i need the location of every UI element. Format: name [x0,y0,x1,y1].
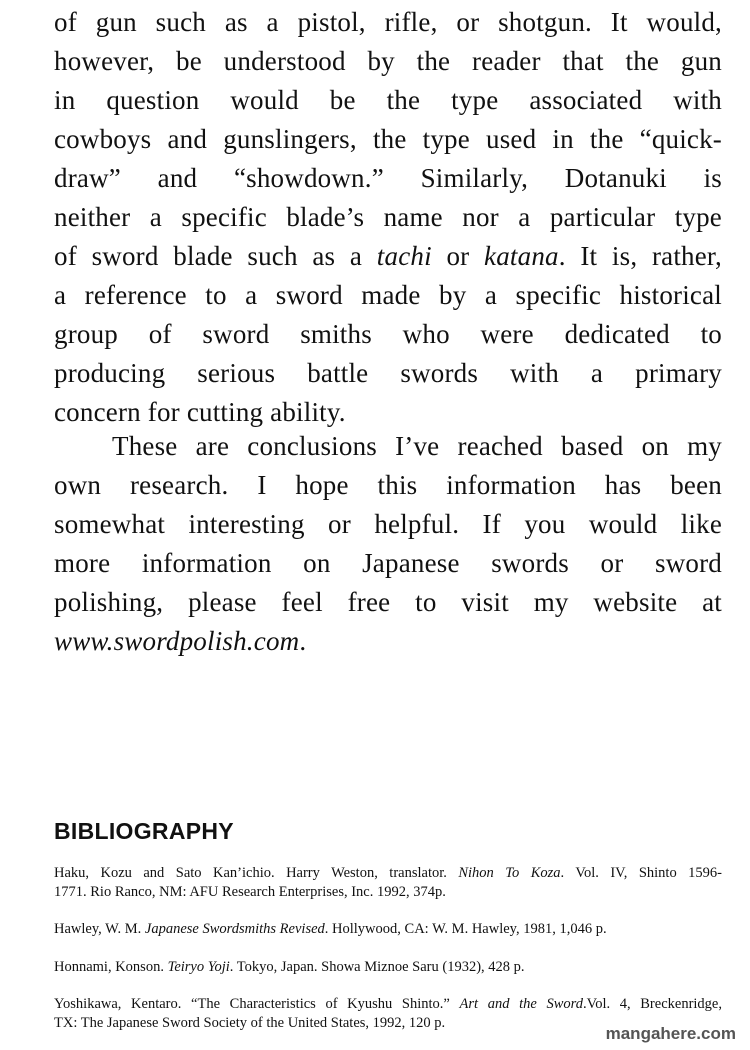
text-line [54,198,722,237]
text-run: TX: The Japanese Sword Society of the United States, 1992, 120 p. [54,1015,446,1031]
italic-text: Art and the Sword [459,996,583,1012]
text-run: somewhat interesting or helpful. If you would like [54,509,722,539]
italic-text: www.swordpolish.com [54,626,300,656]
text-run: in question would be the type associated with [54,85,722,115]
bibliography-entry [54,864,722,902]
text-line [54,958,722,977]
bibliography-entry [54,958,722,977]
text-line [54,920,722,939]
italic-text: Japanese Swordsmiths Revised [144,921,325,937]
bibliography-heading: BIBLIOGRAPHY [54,818,234,844]
text-run: Yoshikawa, Kentaro. “The Characteristics of Kyushu Shinto.” [54,996,460,1012]
text-run: Haku, Kozu and Sato Kan’ichio. Harry Weston, translator. [54,865,459,881]
text-line [54,276,722,315]
text-run: . It is, rather, [558,241,722,271]
italic-text: Teiryo Yoji [167,959,230,975]
text-line [54,466,722,505]
text-line [54,864,722,883]
bibliography-entry [54,920,722,939]
text-line [54,544,722,583]
text-line [54,237,722,276]
italic-text: katana [484,241,559,271]
text-run: concern for cutting ability. [54,397,346,427]
text-line [54,995,722,1014]
text-line [54,159,722,198]
text-run: cowboys and gunslingers, the type used in the “quick- [54,124,722,154]
text-run: . Hollywood, CA: W. M. Hawley, 1981, 1,046 p. [324,921,607,937]
text-run: more information on Japanese swords or sword [54,548,722,578]
text-run: These are conclusions I’ve reached based on my [112,431,722,461]
text-run: Honnami, Konson. [54,959,168,975]
text-run: . Vol. IV, Shinto 1596- [560,865,723,881]
text-line [54,42,722,81]
italic-text: tachi [376,241,432,271]
text-line [54,315,722,354]
text-run: . Tokyo, Japan. Showa Miznoe Saru (1932), 428 p. [229,959,525,975]
text-run: group of sword smiths who were dedicated to [54,319,722,349]
text-run: producing serious battle swords with a primary [54,358,722,388]
body-paragraph-2 [54,427,722,661]
text-line [54,3,722,42]
text-run: 1771. Rio Ranco, NM: AFU Research Enterprises, Inc. 1992, 374p. [54,884,446,900]
text-run: Hawley, W. M. [54,921,145,937]
text-run: . [299,626,307,656]
text-line [54,81,722,120]
text-run: a reference to a sword made by a specific historical [54,280,722,310]
text-run: polishing, please feel free to visit my website at [54,587,722,617]
text-run: of gun such as a pistol, rifle, or shotgun. It would, [54,7,722,37]
italic-text: Nihon To Koza [458,865,561,881]
text-line [54,622,722,661]
text-line [54,583,722,622]
text-run: draw” and “showdown.” Similarly, Dotanuki is [54,163,722,193]
text-run: own research. I hope this information has been [54,470,722,500]
text-run: however, be understood by the reader that the gun [54,46,722,76]
text-line [54,427,722,466]
text-run: neither a specific blade’s name nor a particular type [54,202,722,232]
text-line [54,354,722,393]
body-paragraph-1 [54,3,722,432]
text-run: .Vol. 4, Breckenridge, [582,996,722,1012]
text-line [54,883,722,902]
text-run: of sword blade such as a [54,241,377,271]
text-run: or [431,241,485,271]
text-line [54,120,722,159]
text-line [54,505,722,544]
watermark: mangahere.com [605,1024,736,1043]
